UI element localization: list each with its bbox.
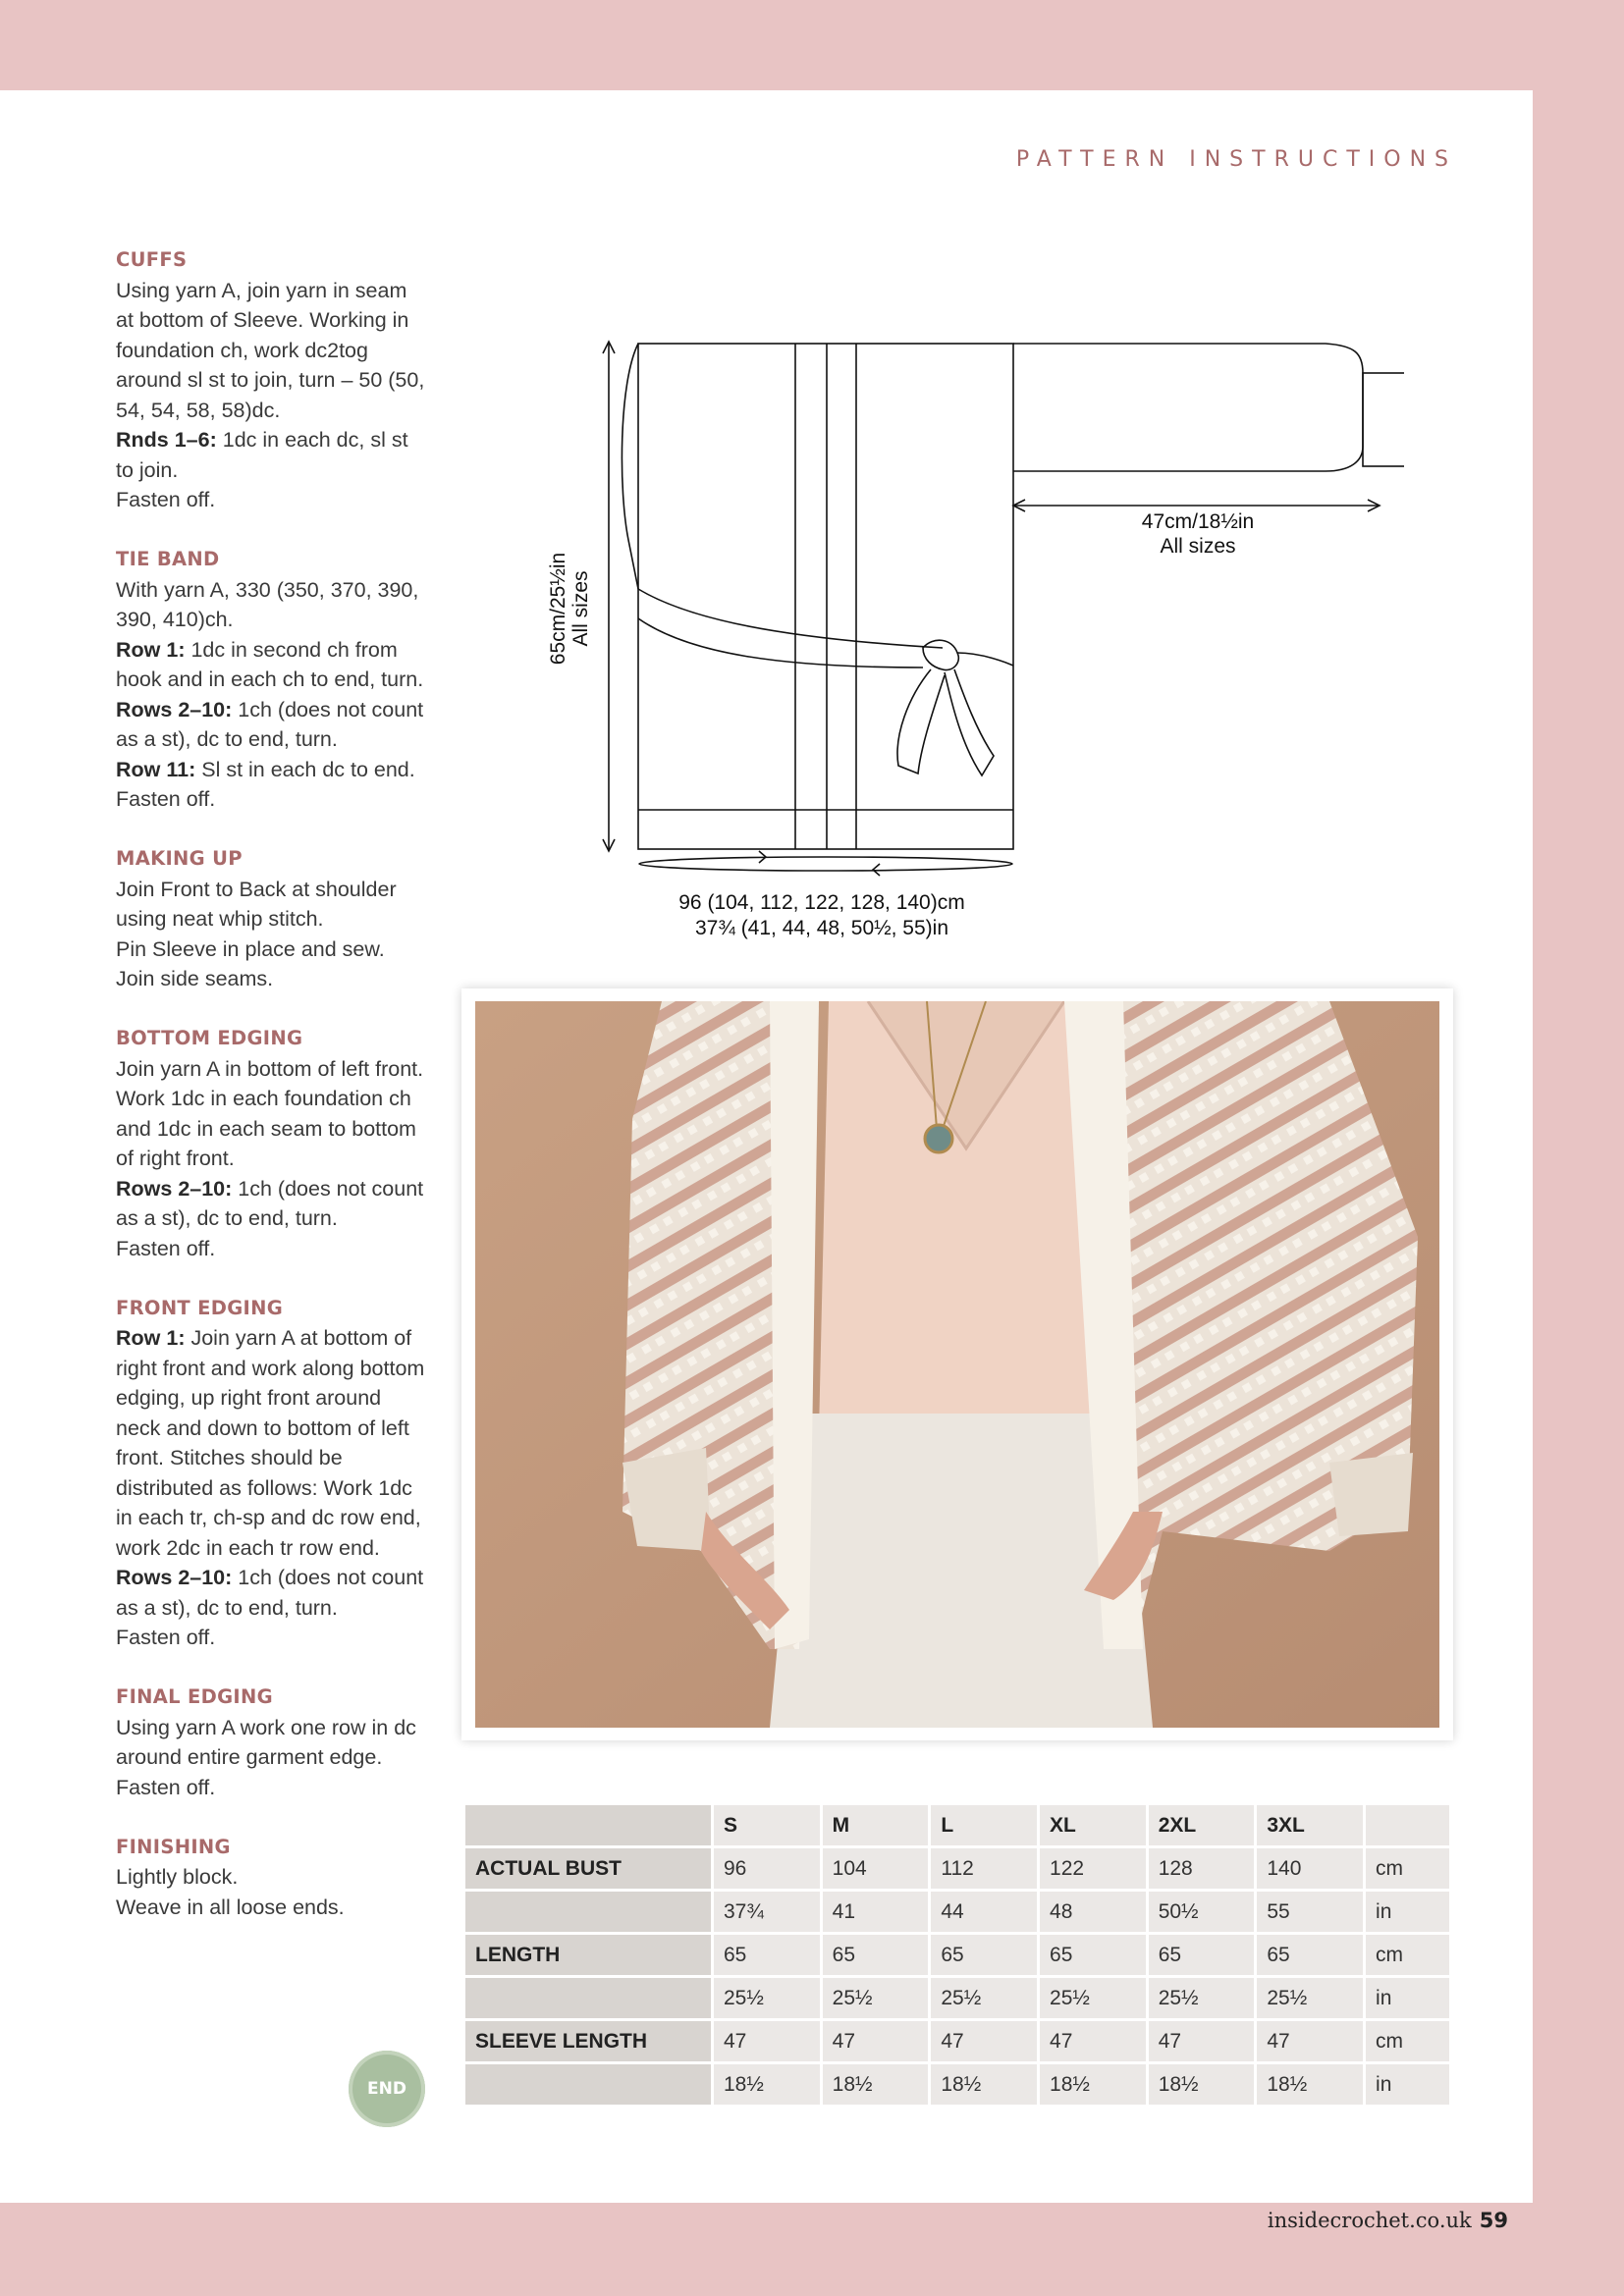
table-cell: 47 [714, 2021, 820, 2061]
table-row [465, 1848, 1449, 1889]
paragraph: Fasten off. [116, 1236, 216, 1260]
table-cell: 96 [714, 1848, 820, 1889]
section-making-up [116, 844, 430, 994]
paragraph [116, 425, 430, 485]
paragraph: Using yarn A, join yarn in seam at bottom of Sleeve. Working in foundation ch, work dc2tog around sl st to join, turn – 50 (50, 54, 54, 58, 58)dc. [116, 278, 425, 422]
paragraph: Fasten off. [116, 1626, 216, 1649]
paragraph: Lightly block. [116, 1865, 239, 1889]
paragraph: Join side seams. [116, 967, 274, 990]
page-header: PATTERN INSTRUCTIONS [1015, 147, 1457, 172]
table-row [465, 2021, 1449, 2061]
table-cell: 18½ [1149, 2064, 1255, 2105]
cuff-right [1329, 1453, 1413, 1536]
paragraph [116, 755, 430, 785]
section-final-edging [116, 1682, 430, 1802]
row-label: Row 1: [116, 637, 186, 662]
table-cell: 47 [823, 2021, 929, 2061]
table-cell: 25½ [714, 1978, 820, 2018]
schematic-svg [520, 324, 1404, 962]
table-cell: 122 [1040, 1848, 1146, 1889]
row-text: 1ch (does not count as a st), dc to end, turn. [116, 697, 424, 751]
unit-cell: cm [1366, 1848, 1449, 1889]
tie-band-end [957, 653, 1013, 666]
paragraph: Join Front to Back at shoulder using neat whip stitch. [116, 877, 397, 931]
row-label [465, 1978, 711, 2018]
model-photo [475, 1001, 1439, 1728]
tie-knot [923, 640, 958, 669]
instructions-column [116, 245, 430, 1952]
unit-cell: in [1366, 1892, 1449, 1932]
table-cell: 128 [1149, 1848, 1255, 1889]
paragraph [116, 1563, 430, 1623]
section-tie-band [116, 545, 430, 815]
table-row [465, 2064, 1449, 2105]
table-cell: 55 [1257, 1892, 1363, 1932]
paragraph [116, 695, 430, 755]
paragraph: Using yarn A work one row in dc around entire garment edge. [116, 1715, 416, 1769]
table-cell: 25½ [823, 1978, 929, 2018]
width-measure-sublabel: 37¾ (41, 44, 48, 50½, 55)in [694, 917, 949, 939]
row-label: Rows 2–10: [116, 1176, 233, 1201]
row-text: 1dc in each dc, sl st to join. [116, 428, 408, 482]
table-header-row [465, 1805, 1449, 1845]
cardigan-side-curve [622, 344, 638, 589]
table-cell: 140 [1257, 1848, 1363, 1889]
table-row [465, 1978, 1449, 2018]
paragraph: Weave in all loose ends. [116, 1895, 345, 1919]
row-text: 1ch (does not count as a st), dc to end, turn. [116, 1176, 424, 1230]
row-label: Rows 2–10: [116, 1566, 233, 1589]
table-cell: 65 [823, 1935, 929, 1975]
sleeve-outline [1013, 344, 1363, 471]
table-cell: 47 [1257, 2021, 1363, 2061]
row-text: Sl st in each dc to end. [195, 757, 415, 781]
photo-frame [461, 988, 1453, 1740]
table-cell: 37¾ [714, 1892, 820, 1932]
table-cell: 25½ [1040, 1978, 1146, 2018]
length-measure-sublabel: All sizes [569, 570, 592, 647]
section-title: FINISHING [116, 1835, 231, 1858]
unit-header-blank [1366, 1805, 1449, 1845]
size-header: M [823, 1805, 929, 1845]
photo-illustration [475, 1001, 1439, 1728]
paragraph: Work 1dc in each foundation ch and 1dc in each seam to bottom of right front. [116, 1087, 416, 1170]
table-header-blank [465, 1805, 711, 1845]
section-title: FINAL EDGING [116, 1685, 273, 1708]
table-cell: 25½ [931, 1978, 1037, 2018]
unit-cell: in [1366, 1978, 1449, 2018]
row-label [465, 1892, 711, 1932]
width-measure-label: 96 (104, 112, 122, 128, 140)cm [678, 891, 965, 914]
cardigan-body-outline [638, 344, 1013, 849]
size-table [462, 1802, 1452, 2108]
sleeve-measure-sublabel: All sizes [1160, 535, 1236, 558]
table-cell: 18½ [1257, 2064, 1363, 2105]
paragraph: Fasten off. [116, 787, 216, 811]
width-dimension-ellipse [639, 857, 1012, 871]
table-cell: 65 [1040, 1935, 1146, 1975]
table-cell: 47 [1040, 2021, 1146, 2061]
table-row [465, 1935, 1449, 1975]
row-label: Row 11: [116, 757, 196, 781]
table-cell: 18½ [931, 2064, 1037, 2105]
row-label: SLEEVE LENGTH [465, 2021, 711, 2061]
unit-cell: cm [1366, 2021, 1449, 2061]
paragraph [116, 1174, 430, 1234]
row-text: Join yarn A at bottom of right front and work along bottom edging, up right front around neck and down to bottom of left front. Stitches should be distributed as follows: Work 1dc in each tr, ch-sp and dc row end, work 2dc in each tr row end. [116, 1326, 425, 1560]
table-cell: 18½ [714, 2064, 820, 2105]
table-cell: 47 [931, 2021, 1037, 2061]
paragraph [116, 635, 430, 695]
tie-tail-left [897, 669, 945, 774]
table-cell: 44 [931, 1892, 1037, 1932]
section-title: MAKING UP [116, 847, 243, 870]
section-front-edging [116, 1294, 430, 1653]
paragraph: Fasten off. [116, 488, 216, 511]
paragraph: With yarn A, 330 (350, 370, 390, 390, 410)ch. [116, 577, 419, 631]
table-cell: 47 [1149, 2021, 1255, 2061]
cuff-left [623, 1448, 711, 1551]
section-title: BOTTOM EDGING [116, 1027, 303, 1049]
paragraph: Join yarn A in bottom of left front. [116, 1056, 424, 1081]
table-cell: 104 [823, 1848, 929, 1889]
size-header: 3XL [1257, 1805, 1363, 1845]
table-cell: 25½ [1149, 1978, 1255, 2018]
table-cell: 65 [1149, 1935, 1255, 1975]
paragraph: Pin Sleeve in place and sew. [116, 936, 385, 961]
paragraph [116, 1323, 430, 1563]
end-badge: END [349, 2051, 425, 2127]
unit-cell: cm [1366, 1935, 1449, 1975]
table-row [465, 1892, 1449, 1932]
size-header: L [931, 1805, 1037, 1845]
row-label: Rnds 1–6: [116, 428, 217, 452]
page-number: 59 [1479, 2209, 1508, 2232]
table-cell: 65 [714, 1935, 820, 1975]
table-cell: 50½ [1149, 1892, 1255, 1932]
garment-schematic [520, 324, 1404, 962]
section-cuffs [116, 245, 430, 515]
row-text: 1dc in second ch from hook and in each ch to end, turn. [116, 637, 424, 691]
unit-cell: in [1366, 2064, 1449, 2105]
section-title: FRONT EDGING [116, 1296, 284, 1319]
tie-tail-right [945, 669, 994, 775]
sleeve-measure-label: 47cm/18½in [1141, 510, 1255, 533]
table-cell: 25½ [1257, 1978, 1363, 2018]
row-label [465, 2064, 711, 2105]
size-header: XL [1040, 1805, 1146, 1845]
section-title: TIE BAND [116, 548, 220, 570]
section-bottom-edging [116, 1024, 430, 1263]
row-text: 1ch (does not count as a st), dc to end, turn. [116, 1566, 424, 1620]
size-header: S [714, 1805, 820, 1845]
size-header: 2XL [1149, 1805, 1255, 1845]
cuff-outline [1363, 373, 1404, 466]
row-label: Rows 2–10: [116, 697, 233, 721]
row-label: Row 1: [116, 1326, 186, 1350]
table-cell: 112 [931, 1848, 1037, 1889]
length-measure-label: 65cm/25½in [547, 552, 569, 666]
tie-band-upper [638, 589, 943, 648]
pendant [925, 1125, 952, 1152]
table-cell: 65 [931, 1935, 1037, 1975]
table-cell: 18½ [1040, 2064, 1146, 2105]
site-url: insidecrochet.co.uk [1267, 2209, 1472, 2232]
table-cell: 18½ [823, 2064, 929, 2105]
section-finishing [116, 1833, 430, 1923]
table-cell: 48 [1040, 1892, 1146, 1932]
section-title: CUFFS [116, 248, 188, 271]
page-footer [1268, 2209, 1508, 2232]
table-cell: 65 [1257, 1935, 1363, 1975]
row-label: LENGTH [465, 1935, 711, 1975]
table-cell: 41 [823, 1892, 929, 1932]
row-label: ACTUAL BUST [465, 1848, 711, 1889]
paragraph: Fasten off. [116, 1775, 216, 1799]
